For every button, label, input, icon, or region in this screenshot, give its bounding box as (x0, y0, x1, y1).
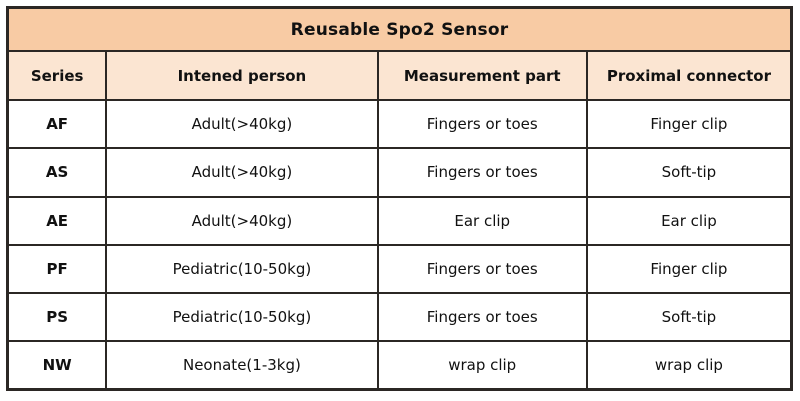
table-row (8, 293, 792, 341)
measurement-part-cell: Ear clip (378, 197, 587, 245)
proximal-connector-cell: Soft-tip (587, 293, 792, 341)
series-cell: PS (8, 293, 107, 341)
series-cell: PF (8, 245, 107, 293)
proximal-connector-cell: Finger clip (587, 245, 792, 293)
table-title-row (8, 8, 792, 52)
series-cell: AE (8, 197, 107, 245)
proximal-connector-cell: wrap clip (587, 341, 792, 389)
column-header-series: Series (8, 51, 107, 100)
proximal-connector-cell: Soft-tip (587, 148, 792, 196)
measurement-part-cell: Fingers or toes (378, 293, 587, 341)
column-header-measurement-part: Measurement part (378, 51, 587, 100)
intended-person-cell: Neonate(1-3kg) (106, 341, 377, 389)
column-header-intended-person: Intened person (106, 51, 377, 100)
intended-person-cell: Adult(>40kg) (106, 197, 377, 245)
table-header-row (8, 51, 792, 100)
column-header-proximal-connector: Proximal connector (587, 51, 792, 100)
intended-person-cell: Pediatric(10-50kg) (106, 293, 377, 341)
intended-person-cell: Adult(>40kg) (106, 148, 377, 196)
table-row (8, 100, 792, 148)
proximal-connector-cell: Finger clip (587, 100, 792, 148)
measurement-part-cell: wrap clip (378, 341, 587, 389)
table-row (8, 341, 792, 389)
table-title: Reusable Spo2 Sensor (8, 8, 792, 52)
series-cell: AF (8, 100, 107, 148)
measurement-part-cell: Fingers or toes (378, 245, 587, 293)
table-row (8, 197, 792, 245)
table-row (8, 148, 792, 196)
spo2-sensor-spec-table (6, 6, 793, 391)
measurement-part-cell: Fingers or toes (378, 100, 587, 148)
proximal-connector-cell: Ear clip (587, 197, 792, 245)
series-cell: NW (8, 341, 107, 389)
intended-person-cell: Pediatric(10-50kg) (106, 245, 377, 293)
series-cell: AS (8, 148, 107, 196)
measurement-part-cell: Fingers or toes (378, 148, 587, 196)
table-row (8, 245, 792, 293)
intended-person-cell: Adult(>40kg) (106, 100, 377, 148)
